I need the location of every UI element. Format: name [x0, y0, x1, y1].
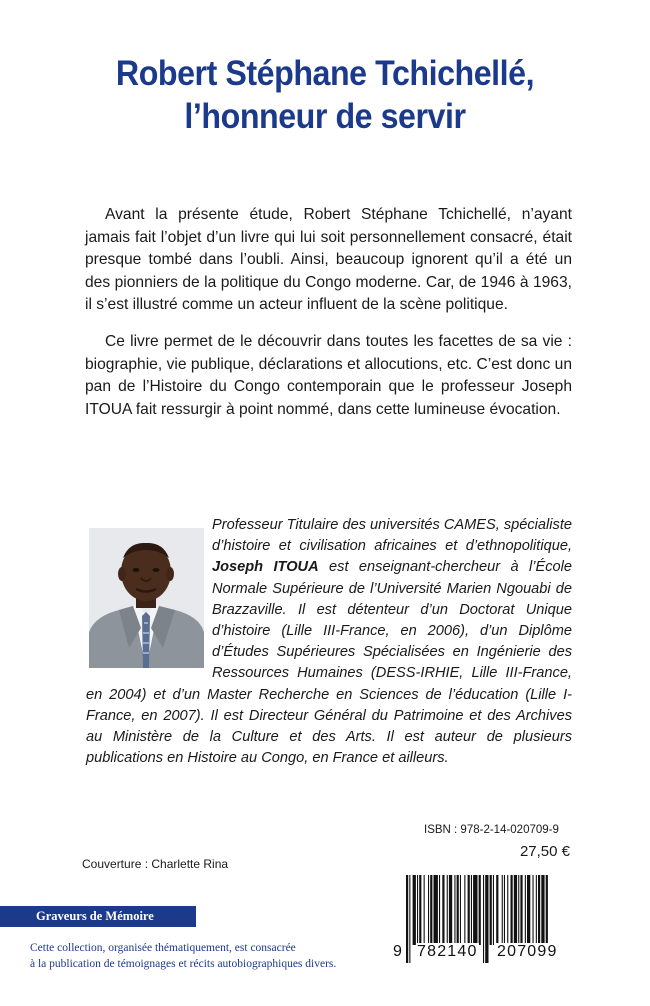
barcode-bar: [413, 875, 416, 945]
barcode-bar: [417, 875, 418, 945]
book-title-line-2: l’honneur de servir: [184, 97, 466, 136]
barcode-bar: [439, 875, 440, 945]
barcode-bar: [538, 875, 540, 945]
barcode-bar: [536, 875, 537, 945]
barcode-bar: [464, 875, 465, 945]
author-name: Joseph ITOUA: [212, 559, 319, 576]
book-title: [26, 52, 624, 138]
barcode-bar: [504, 875, 505, 945]
collection-description-line-2: à la publication de témoignages et récits autobiographiques divers.: [30, 958, 337, 970]
barcode-bar: [449, 875, 452, 945]
barcode-bar: [447, 875, 448, 945]
barcode-bar: [514, 875, 517, 945]
barcode-digits: [392, 943, 574, 967]
summary-paragraph-1: [85, 204, 572, 317]
barcode-bar: [496, 875, 498, 945]
barcode-bar: [490, 875, 492, 945]
author-biography: [86, 515, 572, 769]
barcode-bar: [527, 875, 530, 945]
author-bio-part-2: est enseignant-chercheur à l’École Normale Supérieure de l’Université Marien Ngouabi de Brazzaville. Il est détenteur d’un Doctorat Unique d’histoire (Lille III-France, en 2006), d’un Diplôme d’Études Supérieures Spécialisées en Ingénierie des Ressources Humaines (DESS-IRHIE, Lille III-France, en 2004) et d’un Master Recherche en Sciences de l’éducation (Lille I-France, en 2007). Il est Directeur Général du Patrimoine et des Archives au Ministère de la Culture et des Arts. Il est auteur de plusieurs publications en Histoire au Congo, en France et ailleurs.: [86, 559, 572, 767]
barcode-bar: [460, 875, 461, 945]
barcode-digits-left: 782140: [417, 943, 478, 960]
author-bio-part-1: Professeur Titulaire des universités CAMES, spécialiste d’histoire et civilisation africaines et d’ethnopolitique,: [212, 517, 572, 555]
collection-band: [0, 906, 196, 927]
barcode-bar: [546, 875, 548, 945]
barcode-bar: [457, 875, 459, 945]
barcode-bar: [424, 875, 425, 945]
barcode-bar: [541, 875, 544, 945]
barcode-bar: [493, 875, 494, 945]
summary-paragraph-2-text: Ce livre permet de le découvrir dans toutes les facettes de sa vie : biographie, vie publique, déclarations et allocutions, etc. C’est donc un pan de l’Histoire du Congo contemporain que le professeur Joseph ITOUA fait ressurgir à point nommé, dans cette lumineuse évocation.: [85, 333, 572, 418]
price-label: 27,50 €: [519, 843, 570, 860]
barcode-bar: [533, 875, 534, 945]
barcode-bar: [471, 875, 472, 945]
barcode-bar: [454, 875, 455, 945]
barcode-bar: [419, 875, 421, 945]
cover-credit: Couverture : Charlette Rina: [82, 857, 229, 871]
barcode: [392, 871, 574, 971]
barcode-bar: [442, 875, 444, 945]
barcode-bar: [520, 875, 522, 945]
barcode-bar: [428, 875, 429, 945]
barcode-bar: [518, 875, 519, 945]
barcode-bar: [507, 875, 508, 945]
summary-paragraph-2: [85, 331, 572, 421]
barcode-bar: [473, 875, 477, 945]
collection-description: [30, 940, 360, 972]
collection-name: Graveurs de Mémoire: [36, 909, 154, 923]
summary-paragraph-1-text: Avant la présente étude, Robert Stéphane Tchichellé, n’ayant jamais fait l’objet d’un livre qui lui soit personnellement consacré, était presque tombé dans l’oubli. Ainsi, beaucoup ignorent qu’il a été un des pionniers de la politique du Congo moderne. Car, de 1946 à 1963, il s’est illustré comme un acteur influent de la scène politique.: [85, 206, 572, 313]
barcode-bar: [479, 875, 481, 945]
barcode-bar: [525, 875, 526, 945]
barcode-bar: [502, 875, 503, 945]
barcode-digit-first: 9: [393, 943, 404, 960]
barcode-bar: [468, 875, 470, 945]
barcode-bar: [434, 875, 438, 945]
barcode-digits-right: 207099: [497, 943, 558, 960]
isbn-number: ISBN : 978-2-14-020709-9: [424, 824, 559, 836]
collection-description-line-1: Cette collection, organisée thématiquement, est consacrée: [30, 942, 296, 954]
book-title-line-1: Robert Stéphane Tchichellé,: [115, 54, 535, 93]
barcode-bar: [511, 875, 513, 945]
barcode-bar: [430, 875, 432, 945]
